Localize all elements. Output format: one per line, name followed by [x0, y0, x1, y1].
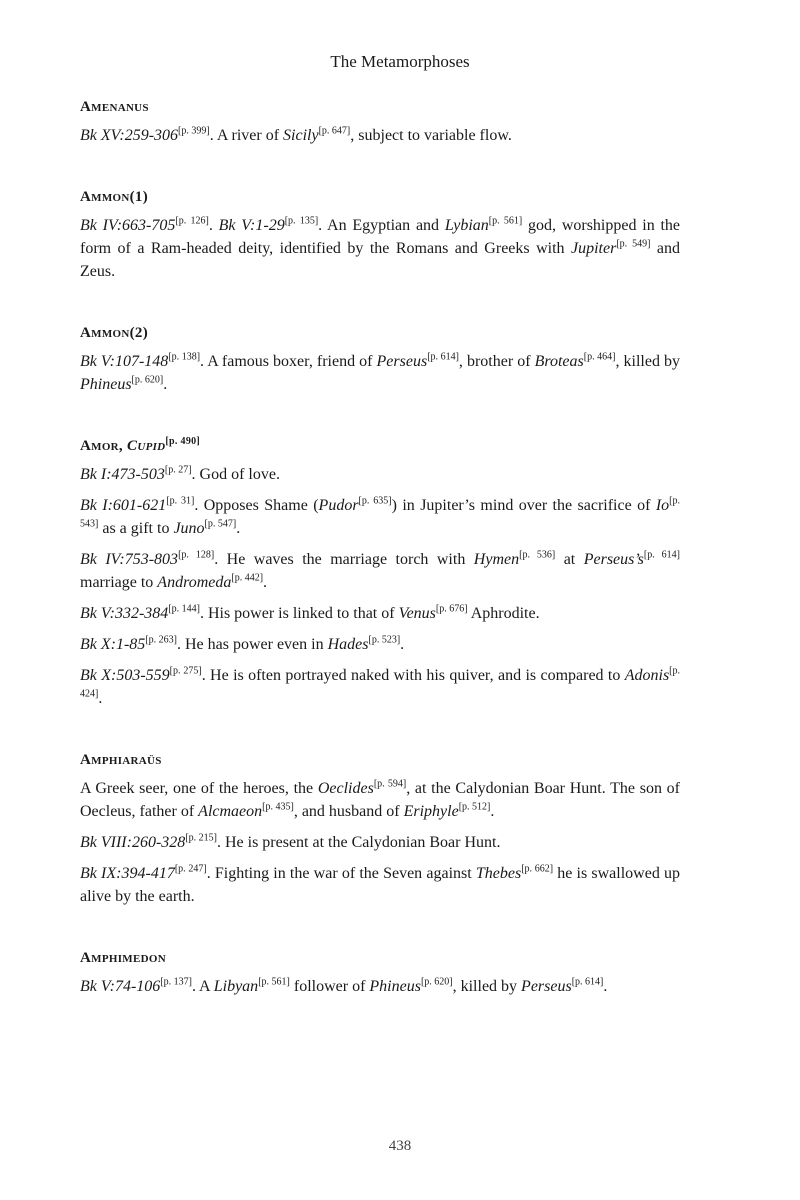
entry-title-alt: Cupid — [127, 438, 166, 454]
body-text: . — [400, 636, 405, 653]
name-link: Hymen — [473, 551, 520, 568]
page-reference-link[interactable]: [p. 263] — [145, 634, 177, 646]
page-reference-link[interactable]: [p. 435] — [262, 801, 294, 813]
name-link: Perseus — [521, 978, 572, 995]
page-reference-link[interactable]: [p. 138] — [168, 351, 201, 363]
body-text: . — [263, 574, 268, 591]
body-text: . God of love. — [191, 466, 280, 483]
page-reference-link[interactable]: [p. 247] — [174, 863, 207, 875]
entry-paragraph — [80, 831, 680, 854]
page-reference-link[interactable]: [p. 614] — [427, 351, 459, 363]
entry-paragraph — [80, 494, 680, 540]
entry-paragraph — [80, 664, 680, 710]
body-text: . He is often portrayed naked with his quiver, and is compared to — [201, 667, 625, 684]
page-reference-link[interactable]: [p. 662] — [521, 863, 554, 875]
body-text: , at the Calydonian Boar Hunt. The son of Oecleus, father of — [80, 780, 680, 820]
book-reference-link[interactable]: Bk XV:259-306 — [80, 127, 179, 144]
body-text: . He is present at the Calydonian Boar Hunt. — [216, 834, 501, 851]
book-reference-link[interactable]: Bk IV:753-803 — [80, 551, 179, 568]
glossary-entry — [80, 322, 680, 396]
name-link: Juno — [173, 520, 205, 537]
body-text: and Zeus. — [80, 240, 680, 280]
book-reference-link[interactable]: Bk IV:663-705 — [80, 217, 176, 234]
name-link: Thebes — [475, 865, 522, 882]
page-reference-link[interactable]: [p. 27] — [164, 464, 192, 476]
page-reference-link[interactable]: [p. 594] — [373, 778, 407, 790]
page-reference-link[interactable]: [p. 215] — [185, 832, 217, 844]
entry-title-text: Amor, — [80, 438, 128, 454]
body-text: . — [163, 376, 168, 393]
body-text: ) in Jupiter’s mind over the sacrifice of — [391, 497, 656, 514]
body-text: Aphrodite. — [467, 605, 540, 622]
name-link: Andromeda — [157, 574, 232, 591]
page-reference-link[interactable]: [p. 676] — [435, 603, 468, 615]
name-link: Jupiter — [570, 240, 617, 257]
page-reference-link[interactable]: [p. 512] — [458, 801, 491, 813]
entry-title-text: Amphimedon — [80, 950, 166, 966]
body-text: . He has power even in — [176, 636, 328, 653]
page-reference-link[interactable]: [p. 561] — [258, 976, 290, 988]
page-reference-link[interactable]: [p. 536] — [519, 549, 556, 561]
book-reference-link[interactable]: Bk X:1-85 — [80, 636, 146, 653]
body-text: . Opposes Shame ( — [194, 497, 319, 514]
entry-title — [80, 435, 680, 457]
page-reference-link[interactable]: [p. 442] — [231, 572, 264, 584]
book-reference-link[interactable]: Bk IX:394-417 — [80, 865, 175, 882]
body-text: , killed by — [452, 978, 522, 995]
glossary-entry — [80, 96, 680, 147]
book-reference-link[interactable]: Bk V:332-384 — [80, 605, 169, 622]
entries-list — [80, 96, 680, 1037]
page-number: 438 — [388, 1138, 412, 1154]
page-reference-link[interactable]: [p. 561] — [488, 215, 523, 227]
body-text: marriage to — [80, 574, 158, 591]
name-link: Pudor — [318, 497, 359, 514]
name-link: Perseus’s — [583, 551, 644, 568]
entry-title-text: Ammon(2) — [80, 325, 148, 341]
name-link: Alcmaeon — [198, 803, 263, 820]
page-reference-link[interactable]: [p. 614] — [643, 549, 680, 561]
page-reference-link[interactable]: [p. 137] — [160, 976, 192, 988]
page-reference-link[interactable]: [p. 399] — [178, 125, 210, 137]
glossary-entry — [80, 435, 680, 710]
page-reference-link[interactable]: [p. 635] — [358, 495, 392, 507]
entry-paragraph — [80, 862, 680, 908]
name-link: Eriphyle — [403, 803, 459, 820]
entry-paragraph — [80, 548, 680, 594]
book-reference-link[interactable]: Bk V:1-29 — [218, 217, 285, 234]
entry-paragraph — [80, 975, 680, 998]
body-text: . A famous boxer, friend of — [200, 353, 377, 370]
page-reference-link[interactable]: [p. 620] — [420, 976, 453, 988]
entry-paragraph — [80, 602, 680, 625]
entry-title-text: Ammon(1) — [80, 189, 148, 205]
entry-title — [80, 322, 680, 344]
body-text: as a gift to — [98, 520, 174, 537]
name-link: Adonis — [624, 667, 670, 684]
entry-paragraph — [80, 214, 680, 283]
book-reference-link[interactable]: Bk VIII:260-328 — [80, 834, 186, 851]
entry-title — [80, 186, 680, 208]
entry-title — [80, 96, 680, 118]
name-link: Perseus — [376, 353, 428, 370]
name-link: Libyan — [213, 978, 259, 995]
entry-paragraph — [80, 633, 680, 656]
entry-paragraph — [80, 124, 680, 147]
book-reference-link[interactable]: Bk V:74-106 — [80, 978, 161, 995]
page-reference-link[interactable]: [p. 126] — [175, 215, 209, 227]
page-reference-link[interactable]: [p. 549] — [616, 238, 651, 250]
body-text: . Fighting in the war of the Seven against — [206, 865, 476, 882]
body-text: . — [208, 217, 219, 234]
name-link: Io — [655, 497, 670, 514]
entry-title — [80, 749, 680, 771]
name-link: Sicily — [283, 127, 319, 144]
body-text: . An Egyptian and — [318, 217, 445, 234]
page-reference-link[interactable]: [p. 523] — [368, 634, 401, 646]
book-reference-link[interactable]: Bk I:473-503 — [80, 466, 165, 483]
name-link: Oeclides — [317, 780, 374, 797]
body-text: he is swallowed up alive by the earth. — [80, 865, 681, 905]
name-link: Broteas — [534, 353, 584, 370]
entry-paragraph — [80, 777, 680, 823]
body-text: , brother of — [458, 353, 535, 370]
body-text: . A river of — [209, 127, 284, 144]
entry-paragraph — [80, 350, 680, 396]
body-text: at — [555, 551, 584, 568]
body-text: . A — [191, 978, 214, 995]
name-link: Hades — [327, 636, 369, 653]
book-reference-link[interactable]: Bk X:503-559 — [80, 667, 170, 684]
entry-title-text: Amenanus — [80, 99, 149, 115]
cross-reference-link[interactable]: [p. 490] — [165, 436, 201, 447]
page-header: The Metamorphoses — [330, 52, 470, 71]
page-reference-link[interactable]: [p. 31] — [166, 495, 195, 507]
name-link: Lybian — [444, 217, 489, 234]
body-text: A Greek seer, one of the heroes, the — [80, 780, 318, 797]
book-reference-link[interactable]: Bk V:107-148 — [80, 353, 169, 370]
glossary-entry — [80, 947, 680, 998]
name-link: Phineus — [369, 978, 421, 995]
page-reference-link[interactable]: [p. 543] — [80, 495, 680, 530]
body-text: god, worshipped in the form of a Ram-headed deity, identified by the Romans and Greeks with — [80, 217, 681, 257]
entry-title-text: Amphiaraüs — [80, 752, 162, 768]
glossary-entry — [80, 186, 680, 283]
page-reference-link[interactable]: [p. 128] — [178, 549, 215, 561]
name-link: Venus — [398, 605, 436, 622]
entry-title — [80, 947, 680, 969]
book-reference-link[interactable]: Bk I:601-621 — [80, 497, 167, 514]
page-reference-link[interactable]: [p. 647] — [318, 125, 351, 137]
page-reference-link[interactable]: [p. 135] — [284, 215, 319, 227]
body-text: . — [236, 520, 241, 537]
body-text: . His power is linked to that of — [199, 605, 399, 622]
glossary-entry — [80, 749, 680, 908]
body-text: , and husband of — [293, 803, 404, 820]
page-reference-link[interactable]: [p. 424] — [80, 665, 681, 700]
body-text: follower of — [289, 978, 370, 995]
page-reference-link[interactable]: [p. 144] — [168, 603, 200, 615]
page-reference-link[interactable]: [p. 547] — [204, 518, 237, 530]
body-text: . — [490, 803, 495, 820]
name-link: Phineus — [80, 376, 132, 393]
body-text: . — [603, 978, 608, 995]
entry-paragraph — [80, 463, 680, 486]
body-text: . — [98, 690, 103, 707]
body-text: . He waves the marriage torch with — [214, 551, 474, 568]
page-reference-link[interactable]: [p. 620] — [131, 374, 164, 386]
page-reference-link[interactable]: [p. 614] — [571, 976, 604, 988]
page-reference-link[interactable]: [p. 275] — [169, 665, 202, 677]
page-reference-link[interactable]: [p. 464] — [583, 351, 616, 363]
body-text: , killed by — [615, 353, 681, 370]
body-text: , subject to variable flow. — [350, 127, 512, 144]
